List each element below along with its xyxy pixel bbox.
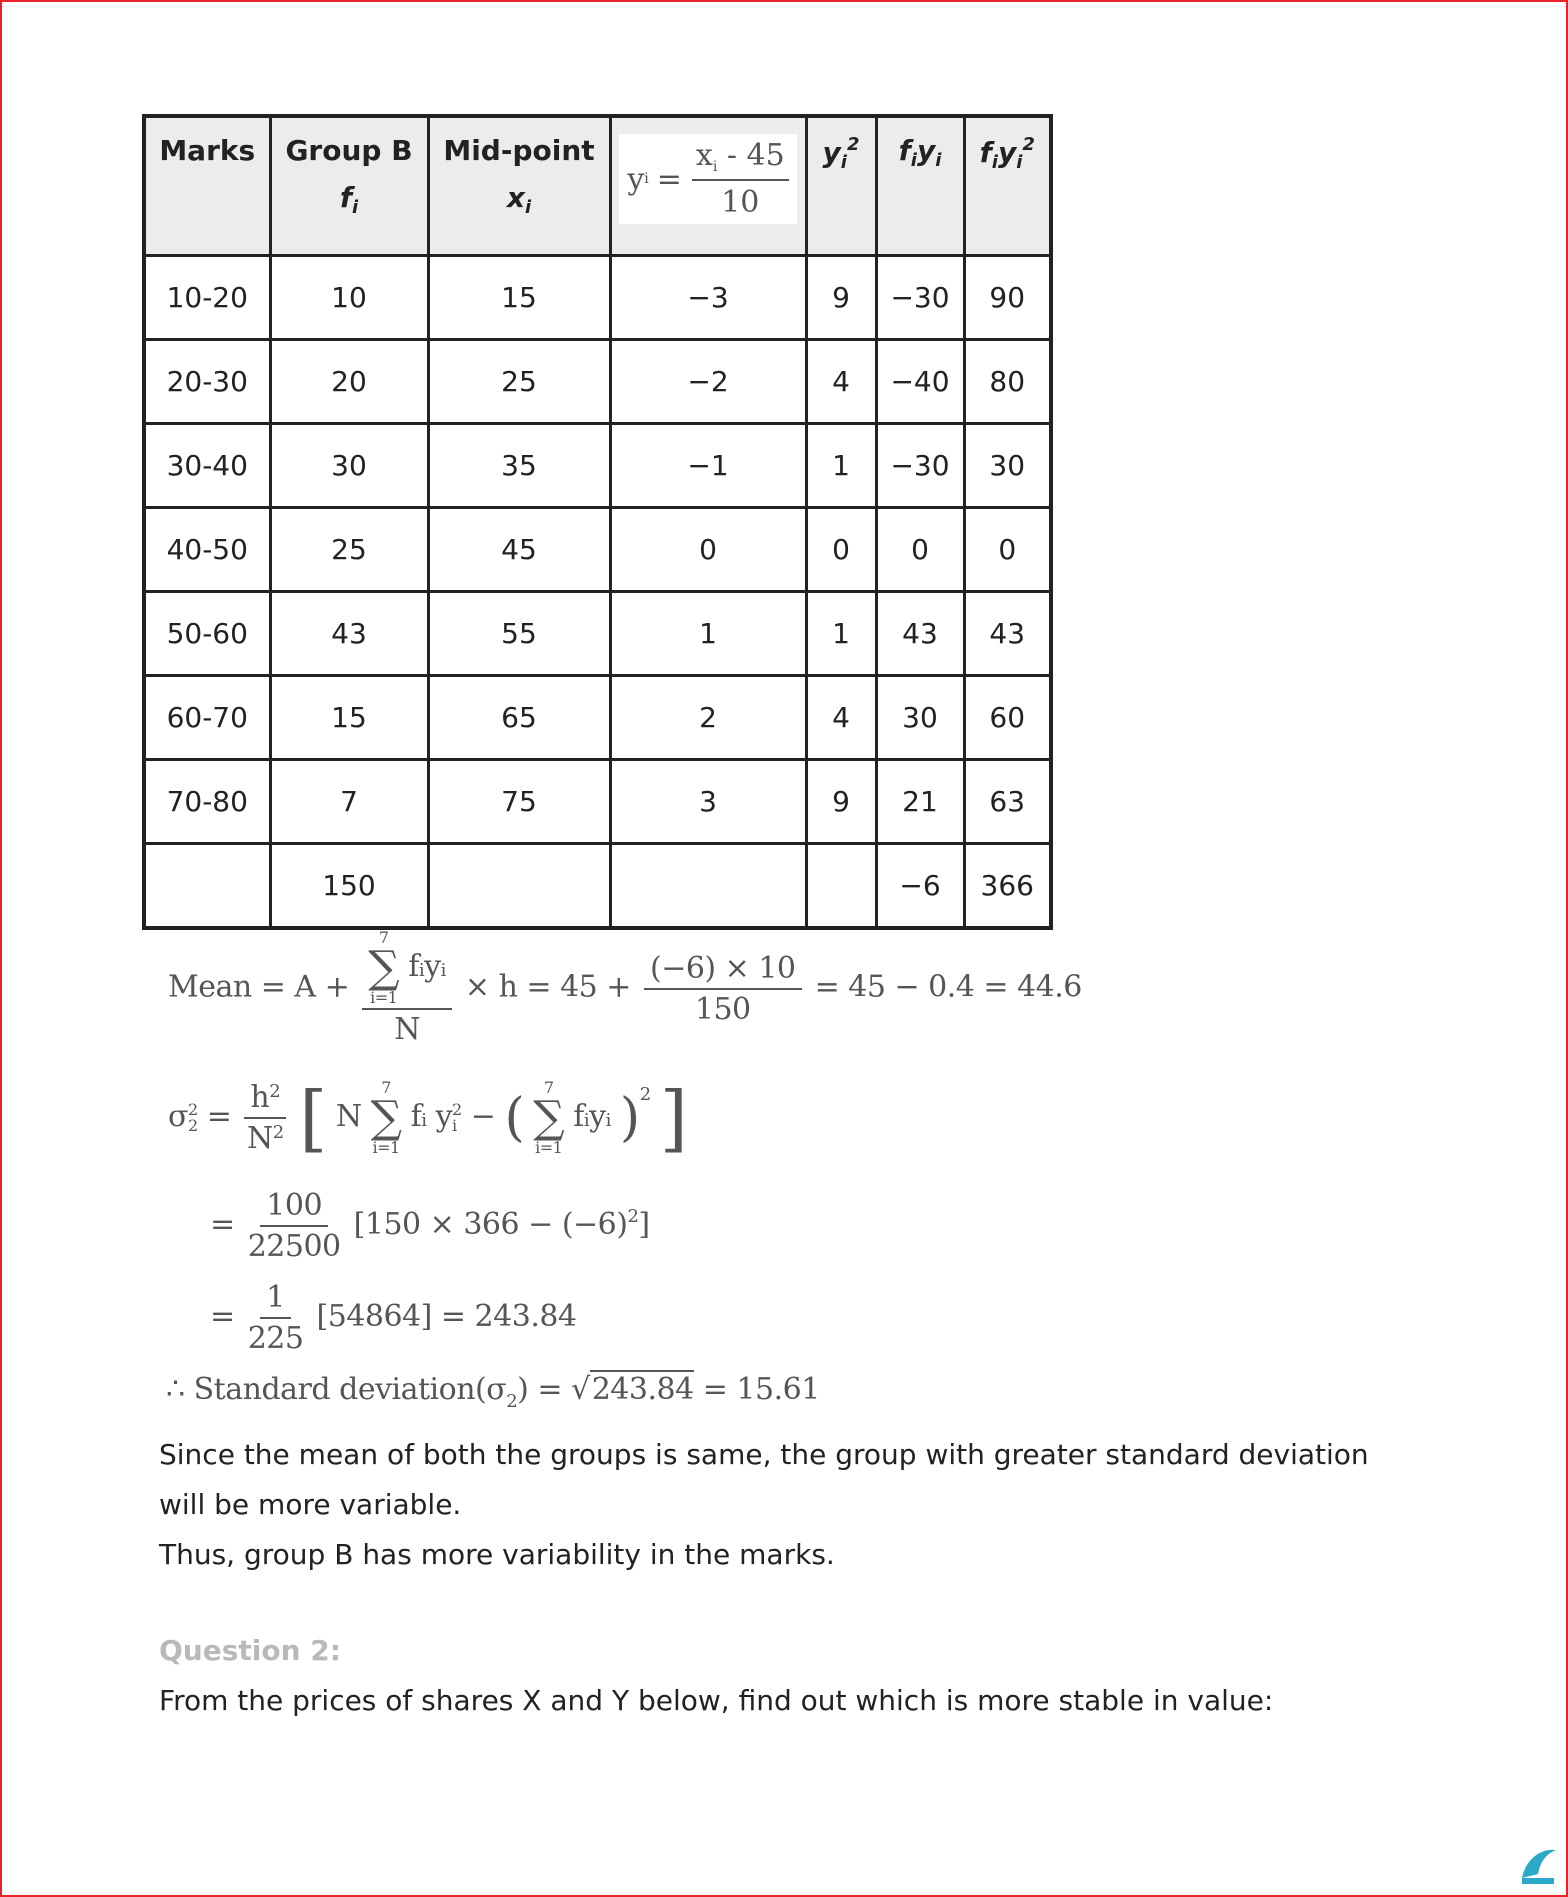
cell-y2: 1 bbox=[806, 424, 876, 508]
cell-y2 bbox=[806, 844, 876, 929]
cell-y: 3 bbox=[610, 760, 806, 844]
header-group-b-sub: $f_i$ bbox=[339, 181, 359, 218]
cell-x: 15 bbox=[428, 256, 610, 340]
cell-y: −3 bbox=[610, 256, 806, 340]
cell-y: 1 bbox=[610, 592, 806, 676]
cell-fy2: 80 bbox=[964, 340, 1051, 424]
variance-step-2: = $\frac{100}{22500}$ $[150 \times 366 - (-6)^2]$ bbox=[210, 1188, 650, 1264]
conclusion-line-2: Thus, group B has more variability in the marks. bbox=[159, 1538, 835, 1571]
cell-fy: 21 bbox=[876, 760, 964, 844]
cell-x: 25 bbox=[428, 340, 610, 424]
cell-f: 10 bbox=[270, 256, 428, 340]
standard-deviation: ∴ Standard $deviation(\sigma_2) = √243.84 = 15.61$ bbox=[166, 1372, 820, 1412]
table-row bbox=[144, 592, 1051, 676]
cell-y: 0 bbox=[610, 508, 806, 592]
mean-formula: Mean = A + 7 ∑ i=1 fiyi N × h = 45 + $\frac{(-6) \times 10}{150}$ = 45 − 0.4 = 44.6 bbox=[168, 928, 1082, 1047]
frequency-table bbox=[142, 114, 1053, 930]
cell-fy: 30 bbox=[876, 676, 964, 760]
cell-x: 65 bbox=[428, 676, 610, 760]
cell-fy2: 30 bbox=[964, 424, 1051, 508]
cell-f: 15 bbox=[270, 676, 428, 760]
table-row bbox=[144, 508, 1051, 592]
header-fy-squared: $f_iy_i^2$ bbox=[964, 116, 1051, 256]
cell-fy2: 60 bbox=[964, 676, 1051, 760]
publisher-logo-icon bbox=[1518, 1844, 1558, 1888]
cell-fy: 43 bbox=[876, 592, 964, 676]
cell-fy: −40 bbox=[876, 340, 964, 424]
cell-fy2: 43 bbox=[964, 592, 1051, 676]
table-header-row bbox=[144, 116, 1051, 256]
header-midpoint: Mid-point $x_i$ bbox=[428, 116, 610, 256]
cell-marks: 60-70 bbox=[144, 676, 270, 760]
cell-f-total: 150 bbox=[270, 844, 428, 929]
conclusion-paragraph bbox=[159, 1430, 1419, 1580]
mean-fraction-2: $\frac{(-6) \times 10}{150}$ bbox=[644, 951, 802, 1027]
cell-fy2: 90 bbox=[964, 256, 1051, 340]
cell-fy-total: −6 bbox=[876, 844, 964, 929]
cell-fy2: 63 bbox=[964, 760, 1051, 844]
header-group-b: Group B $f_i$ bbox=[270, 116, 428, 256]
table-row bbox=[144, 676, 1051, 760]
cell-y: −2 bbox=[610, 340, 806, 424]
cell-f: 7 bbox=[270, 760, 428, 844]
cell-fy: −30 bbox=[876, 424, 964, 508]
cell-marks bbox=[144, 844, 270, 929]
cell-fy2-total: 366 bbox=[964, 844, 1051, 929]
cell-y2: 4 bbox=[806, 340, 876, 424]
cell-fy2: 0 bbox=[964, 508, 1051, 592]
cell-x: 55 bbox=[428, 592, 610, 676]
cell-marks: 20-30 bbox=[144, 340, 270, 424]
cell-y2: 0 bbox=[806, 508, 876, 592]
cell-f: 20 bbox=[270, 340, 428, 424]
cell-fy: 0 bbox=[876, 508, 964, 592]
cell-f: 43 bbox=[270, 592, 428, 676]
header-y-squared: $y_i^2$ bbox=[806, 116, 876, 256]
cell-x bbox=[428, 844, 610, 929]
variance-formula: σ 2 2 = $\frac{h^2}{N^2}$ [ N 7 ∑ i=1 fi y 2 i − ( 7 ∑ i=1 fiyi )$^2$ ] bbox=[168, 1076, 688, 1160]
table-row bbox=[144, 256, 1051, 340]
cell-y: −1 bbox=[610, 424, 806, 508]
variance-step-3: = $\frac{1}{225}$ [54864] = 243.84 bbox=[210, 1280, 577, 1356]
cell-marks: 10-20 bbox=[144, 256, 270, 340]
table-row bbox=[144, 340, 1051, 424]
header-fy: $f_iy_i$ bbox=[876, 116, 964, 256]
mean-fraction: 7 ∑ i=1 fiyi N bbox=[362, 930, 452, 1047]
cell-x: 45 bbox=[428, 508, 610, 592]
y-formula: y i = $\frac{x_i - 45}{10}$ bbox=[619, 134, 796, 224]
cell-f: 25 bbox=[270, 508, 428, 592]
cell-fy: −30 bbox=[876, 256, 964, 340]
question-heading: Question 2: bbox=[159, 1634, 341, 1667]
cell-x: 35 bbox=[428, 424, 610, 508]
header-y-formula bbox=[610, 116, 806, 256]
cell-x: 75 bbox=[428, 760, 610, 844]
table-row bbox=[144, 424, 1051, 508]
question-text: From the prices of shares X and Y below, find out which is more stable in value: bbox=[159, 1684, 1274, 1717]
cell-f: 30 bbox=[270, 424, 428, 508]
cell-y bbox=[610, 844, 806, 929]
cell-marks: 40-50 bbox=[144, 508, 270, 592]
cell-marks: 50-60 bbox=[144, 592, 270, 676]
header-midpoint-sub: $x_i$ bbox=[506, 181, 532, 218]
cell-marks: 70-80 bbox=[144, 760, 270, 844]
cell-marks: 30-40 bbox=[144, 424, 270, 508]
cell-y2: 9 bbox=[806, 760, 876, 844]
conclusion-line-1: Since the mean of both the groups is same, the group with greater standard deviation will be more variable. bbox=[159, 1438, 1369, 1521]
cell-y2: 4 bbox=[806, 676, 876, 760]
cell-y2: 1 bbox=[806, 592, 876, 676]
cell-y2: 9 bbox=[806, 256, 876, 340]
header-marks: Marks bbox=[144, 116, 270, 256]
table-total-row bbox=[144, 844, 1051, 929]
table-row bbox=[144, 760, 1051, 844]
cell-y: 2 bbox=[610, 676, 806, 760]
